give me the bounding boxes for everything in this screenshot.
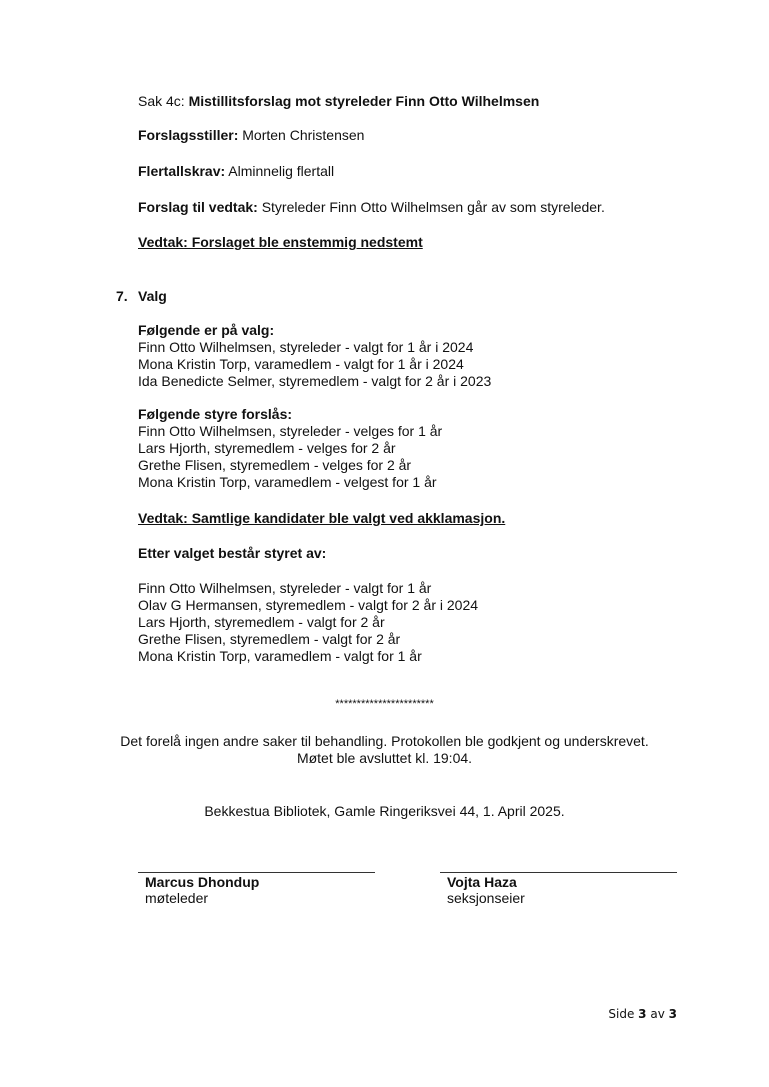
section-number: 7. xyxy=(116,288,128,304)
page-prefix: Side xyxy=(608,1007,635,1021)
list-item: Grethe Flisen, styremedlem - valgt for 2 år xyxy=(138,631,401,647)
list-item: Finn Otto Wilhelmsen, styreleder - valgt for 1 år xyxy=(138,580,432,596)
page-total: 3 xyxy=(668,1007,677,1021)
list-item: Ida Benedicte Selmer, styremedlem - valgt for 2 år i 2023 xyxy=(138,373,492,389)
on-election-heading: Følgende er på valg: xyxy=(138,322,275,338)
closing-line-2: Møtet ble avsluttet kl. 19:04. xyxy=(296,750,473,766)
place-date: Bekkestua Bibliotek, Gamle Ringeriksvei 44, 1. April 2025. xyxy=(204,803,565,819)
page-number xyxy=(608,1007,677,1021)
sak-heading xyxy=(138,93,539,110)
forslag-label: Forslag til vedtak: xyxy=(138,199,258,215)
forslag-line xyxy=(138,199,605,216)
forslagsstiller-label: Forslagsstiller: xyxy=(138,127,239,143)
signature-line xyxy=(440,872,677,873)
forslag-value: Styreleder Finn Otto Wilhelmsen går av som styreleder. xyxy=(261,199,605,215)
separator: *********************** xyxy=(335,698,434,710)
list-item: Lars Hjorth, styremedlem - velges for 2 år xyxy=(138,440,396,456)
list-item: Olav G Hermansen, styremedlem - valgt for 2 år i 2024 xyxy=(138,597,479,613)
page-current: 3 xyxy=(638,1007,647,1021)
sak-vedtak: Vedtak: Forslaget ble enstemmig nedstemt xyxy=(138,234,423,250)
flertallskrav-value: Alminnelig flertall xyxy=(228,163,335,179)
list-item: Mona Kristin Torp, varamedlem - valgt for 1 år xyxy=(138,648,422,664)
closing-line-1: Det forelå ingen andre saker til behandling. Protokollen ble godkjent og underskrevet. xyxy=(120,733,649,749)
forslagsstiller-line xyxy=(138,127,364,144)
forslagsstiller-value: Morten Christensen xyxy=(242,127,365,143)
signature-line xyxy=(138,872,375,873)
page-middle: av xyxy=(650,1007,665,1021)
flertallskrav-line xyxy=(138,163,334,180)
list-item: Finn Otto Wilhelmsen, styreleder - valgt for 1 år i 2024 xyxy=(138,339,474,355)
proposed-heading: Følgende styre forslås: xyxy=(138,406,293,422)
flertallskrav-label: Flertallskrav: xyxy=(138,163,226,179)
signatory-role: seksjonseier xyxy=(447,890,525,906)
list-item: Grethe Flisen, styremedlem - velges for 2 år xyxy=(138,457,412,473)
valg-vedtak: Vedtak: Samtlige kandidater ble valgt ved akklamasjon. xyxy=(138,510,506,526)
signatory-name: Vojta Haza xyxy=(447,874,517,890)
list-item: Lars Hjorth, styremedlem - valgt for 2 år xyxy=(138,614,385,630)
signatory-role: møteleder xyxy=(145,890,209,906)
board-heading: Etter valget består styret av: xyxy=(138,545,327,561)
list-item: Mona Kristin Torp, varamedlem - valgt for 1 år i 2024 xyxy=(138,356,464,372)
section-heading: Valg xyxy=(138,288,167,304)
list-item: Mona Kristin Torp, varamedlem - velgest for 1 år xyxy=(138,474,437,490)
sak-title: Mistillitsforslag mot styreleder Finn Otto Wilhelmsen xyxy=(188,93,540,109)
sak-prefix: Sak 4c: xyxy=(138,93,185,109)
signatory-name: Marcus Dhondup xyxy=(145,874,260,890)
list-item: Finn Otto Wilhelmsen, styreleder - velges for 1 år xyxy=(138,423,443,439)
